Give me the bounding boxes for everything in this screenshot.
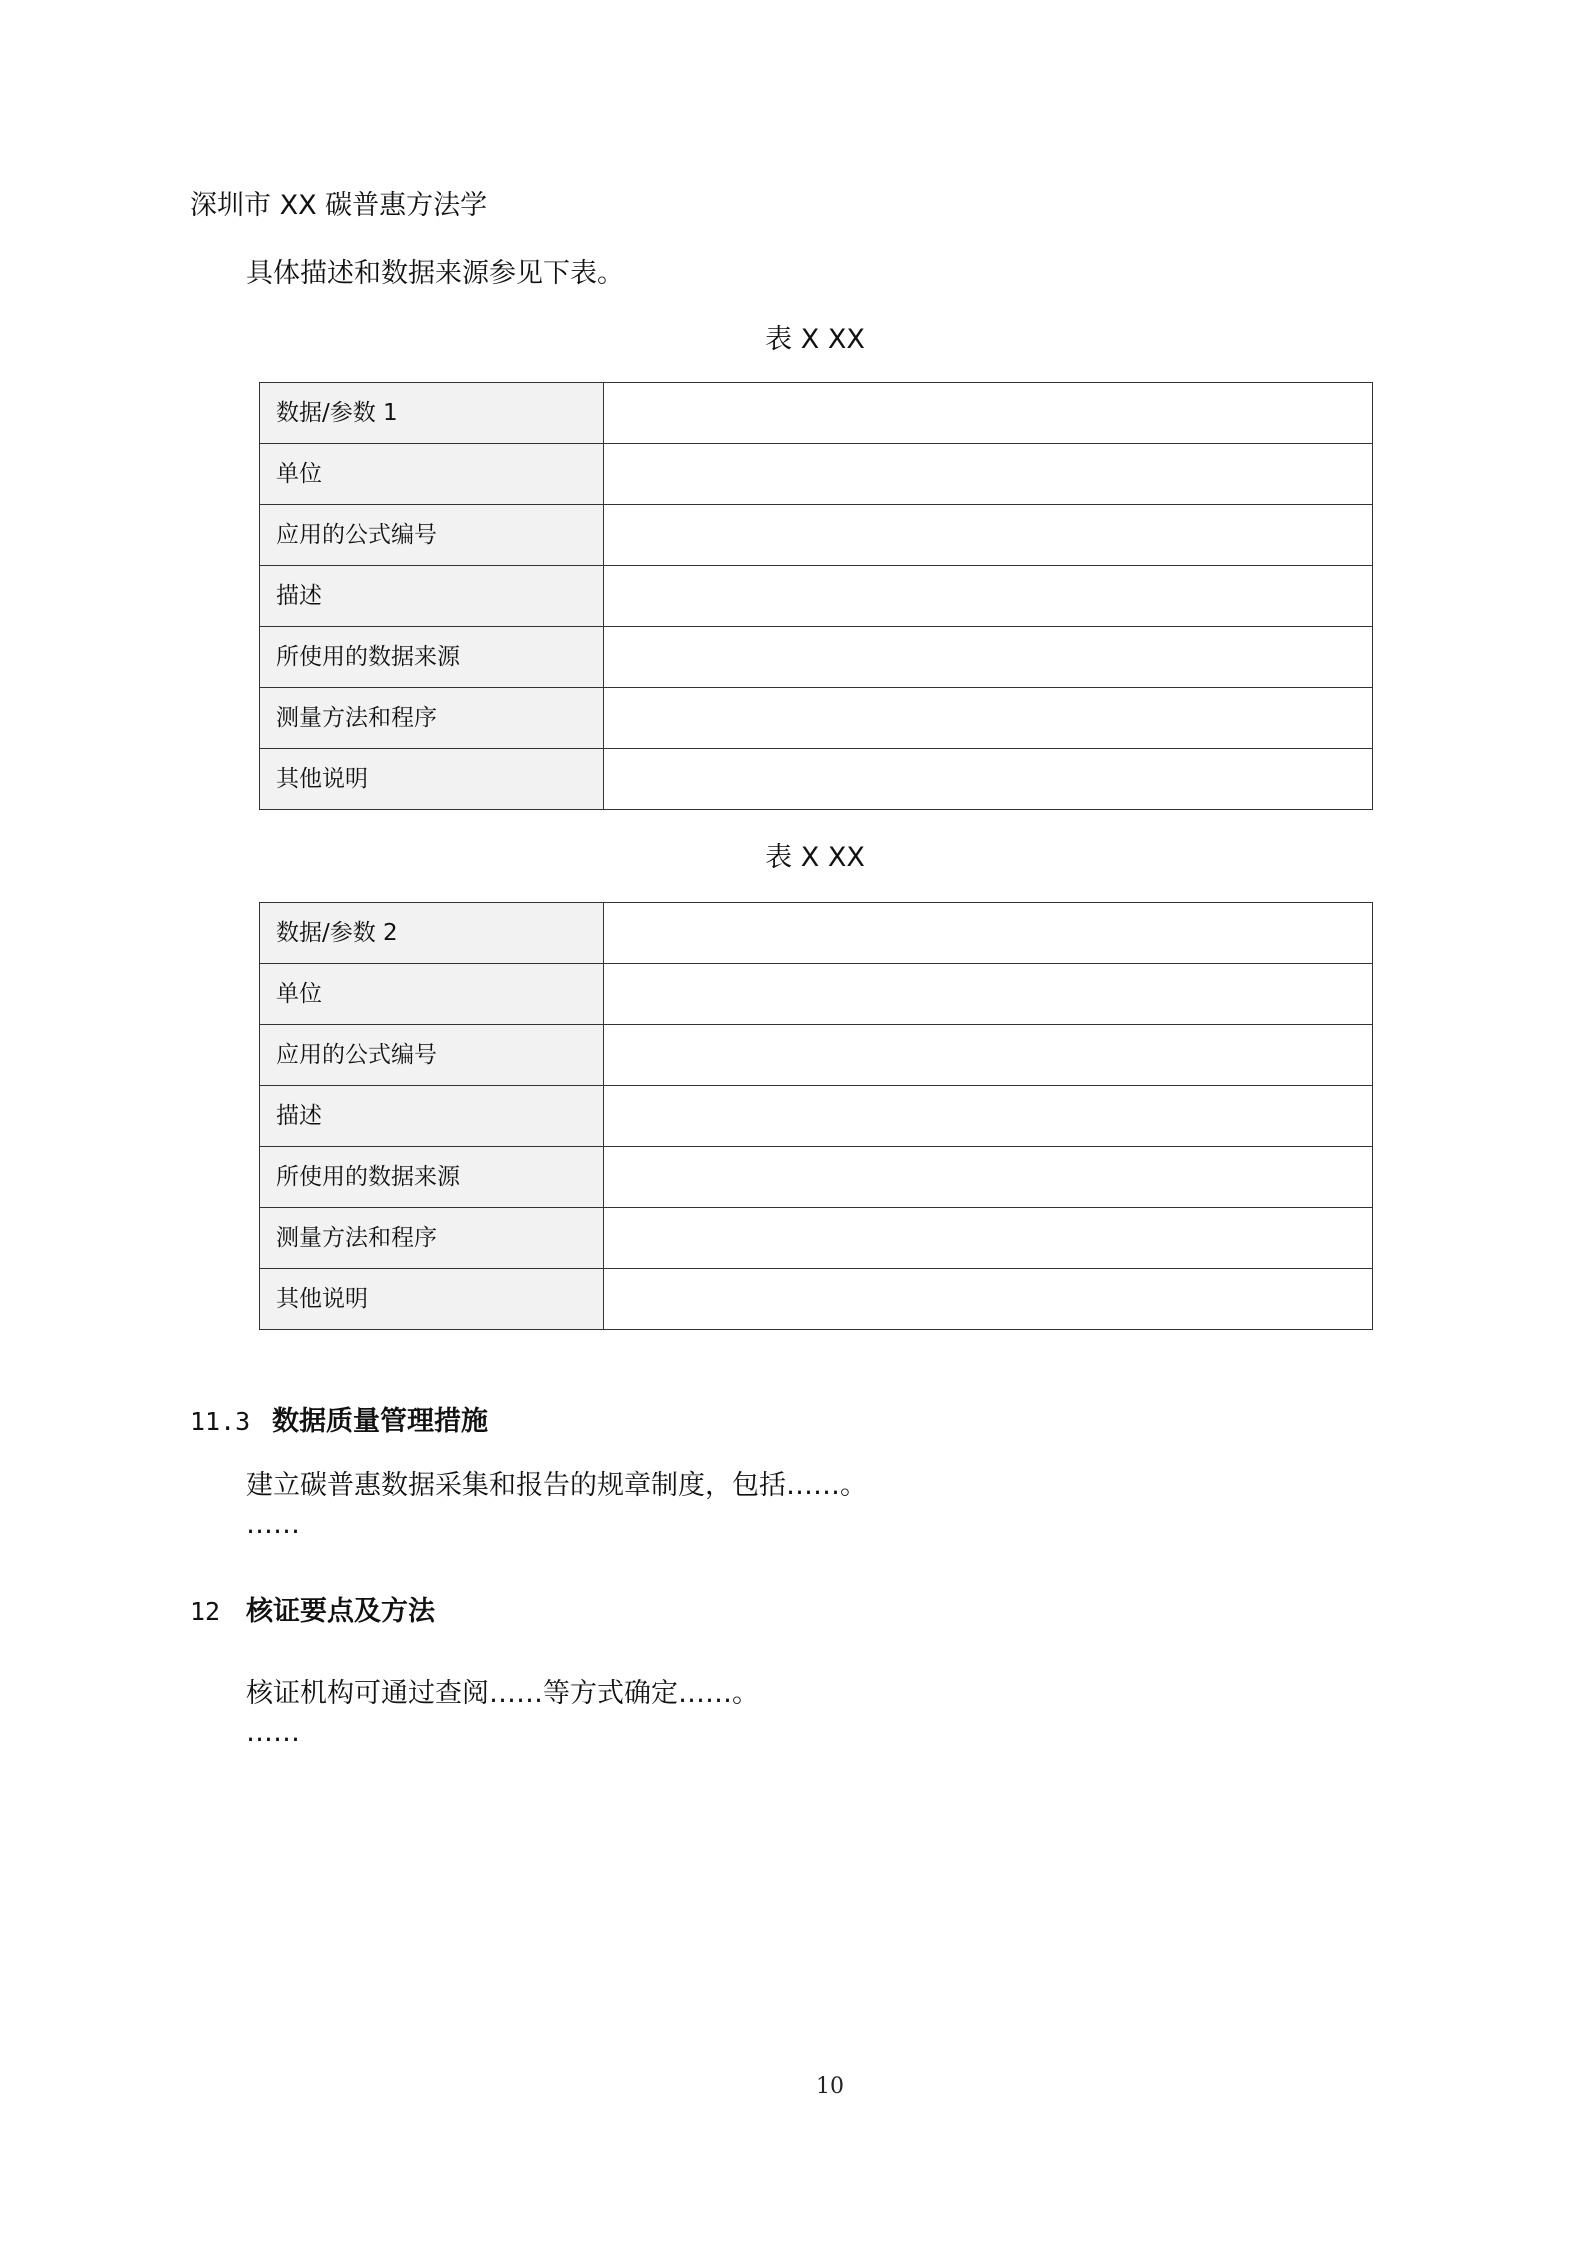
row-value <box>604 964 1373 1025</box>
row-value <box>604 1269 1373 1330</box>
page-number: 10 <box>816 2074 844 2099</box>
table-row <box>260 627 1373 688</box>
row-label: 所使用的数据来源 <box>260 1147 604 1208</box>
row-value <box>604 444 1373 505</box>
row-label: 应用的公式编号 <box>260 1025 604 1086</box>
table-row <box>260 903 1373 964</box>
row-value <box>604 1147 1373 1208</box>
table-row <box>260 566 1373 627</box>
row-label: 描述 <box>260 1086 604 1147</box>
row-value <box>604 505 1373 566</box>
row-label: 测量方法和程序 <box>260 1208 604 1269</box>
row-value <box>604 1025 1373 1086</box>
section-12-ellipsis: …… <box>246 1717 300 1748</box>
table-row <box>260 964 1373 1025</box>
row-value <box>604 383 1373 444</box>
row-label: 所使用的数据来源 <box>260 627 604 688</box>
table-2-caption: 表 X XX <box>765 842 865 873</box>
section-title: 核证要点及方法 <box>246 1596 435 1627</box>
intro-paragraph: 具体描述和数据来源参见下表。 <box>246 258 624 289</box>
section-11-3-paragraph: 建立碳普惠数据采集和报告的规章制度，包括……。 <box>246 1470 867 1501</box>
section-12-paragraph: 核证机构可通过查阅……等方式确定……。 <box>246 1678 759 1709</box>
section-number: 12 <box>190 1597 221 1626</box>
table-row <box>260 383 1373 444</box>
document-header-title: 深圳市 XX 碳普惠方法学 <box>190 190 488 221</box>
row-label: 测量方法和程序 <box>260 688 604 749</box>
row-label: 其他说明 <box>260 749 604 810</box>
row-value <box>604 749 1373 810</box>
table-row <box>260 1147 1373 1208</box>
row-label: 应用的公式编号 <box>260 505 604 566</box>
table-row <box>260 749 1373 810</box>
section-11-3-ellipsis: …… <box>246 1509 300 1540</box>
parameter-table-1 <box>259 382 1373 810</box>
row-label: 数据/参数 1 <box>260 383 604 444</box>
row-label: 数据/参数 2 <box>260 903 604 964</box>
table-row <box>260 688 1373 749</box>
table-row <box>260 1025 1373 1086</box>
row-value <box>604 688 1373 749</box>
section-11-3-heading <box>190 1402 488 1442</box>
section-title: 数据质量管理措施 <box>272 1406 488 1437</box>
parameter-table-2 <box>259 902 1373 1330</box>
row-value <box>604 1208 1373 1269</box>
row-value <box>604 566 1373 627</box>
row-label: 描述 <box>260 566 604 627</box>
row-value <box>604 1086 1373 1147</box>
table-row <box>260 505 1373 566</box>
row-label: 其他说明 <box>260 1269 604 1330</box>
table-row <box>260 1269 1373 1330</box>
section-number: 11.3 <box>190 1407 251 1436</box>
row-label: 单位 <box>260 444 604 505</box>
row-value <box>604 903 1373 964</box>
row-label: 单位 <box>260 964 604 1025</box>
table-row <box>260 1086 1373 1147</box>
table-row <box>260 1208 1373 1269</box>
table-row <box>260 444 1373 505</box>
row-value <box>604 627 1373 688</box>
section-12-heading <box>190 1592 435 1632</box>
table-1-caption: 表 X XX <box>765 324 865 355</box>
